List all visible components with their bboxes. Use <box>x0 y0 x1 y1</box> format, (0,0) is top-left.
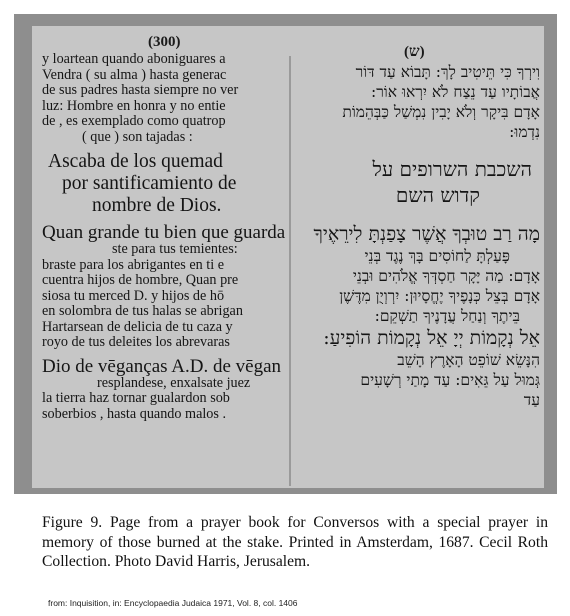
ladino-intro-line: Vendra ( su alma ) hasta generac <box>42 67 227 83</box>
hebrew-prayer-line: בֵּיתֶךָ וְנַחַל עֲדָנֶיךָ תַשְׁקֵם: <box>374 307 520 325</box>
ladino-prayer-line: Dio de vēganças A.D. de vēgan <box>42 356 282 376</box>
hebrew-intro-line: אָדָם בִּיקָר וְלֹא יָבִין נִמְשַׁל כַּבְּהֵמוֹת <box>342 103 540 121</box>
ladino-intro-line: y loartean quando aboniguares a <box>42 52 226 67</box>
page-number-right: (ש) <box>404 44 425 60</box>
hebrew-heading-line: קדוש השם <box>395 183 480 207</box>
column-divider <box>289 56 291 486</box>
hebrew-prayer-line: אֵל נְקָמוֹת יְיָ אֵל נְקָמוֹת הוֹפִיעַ: <box>323 327 540 349</box>
ladino-column <box>42 52 287 482</box>
hebrew-prayer-line: גְּמוּל עַל גֵּאִים: עַד מָתַי רְשָׁעִים <box>360 371 540 389</box>
hebrew-prayer-line: הִנָּשֵׂא שׁוֹפֵט הָאָרֶץ הָשֵׁב <box>397 351 540 369</box>
hebrew-intro-line: אֲבוֹתָיו עַד נֵצַח לֹא יִרְאוּ אוֹר: <box>370 83 540 101</box>
ladino-prayer-line: la tierra haz tornar gualardon sob <box>42 391 230 406</box>
ladino-prayer-line: soberbios , hasta quando malos . <box>42 406 227 422</box>
ladino-prayer-line: Quan grande tu bien que guarda <box>42 223 286 242</box>
ladino-prayer-line: Hartarsean de delicia de tu caza y <box>42 319 233 335</box>
source-citation: from: Inquisition, in: Encyclopaedia Judaica 1971, Vol. 8, col. 1406 <box>48 598 298 608</box>
hebrew-intro-line: וִירְךָ כִּי תֵּיטִיב לָךְ: תָּבוֹא עַד דּוֹר <box>355 63 540 81</box>
hebrew-intro-line: נִדְמוּ: <box>509 123 540 141</box>
ladino-prayer-line: siosa tu merced D. y hijos de hō <box>42 288 225 304</box>
hebrew-column <box>294 62 540 482</box>
ladino-prayer-line: resplandese, enxalsate juez <box>97 375 251 391</box>
figure-caption: Figure 9. Page from a prayer book for Conversos with a special prayer in memory of those burned at the stake. Printed in Amsterdam, 1687. Cecil Roth Collection. Photo David Harris, Jerusalem. <box>42 514 548 571</box>
ladino-intro-line: luz: Hombre en honra y no entie <box>42 98 226 114</box>
hebrew-heading-line: השכבת השרופים על <box>372 157 532 181</box>
hebrew-prayer-line: פָּעַלְתָּ לַחוֹסִים בָּךְ נֶגֶד בְּנֵי <box>364 247 510 265</box>
ladino-prayer-line: royo de tus deleites los abrevaras <box>42 335 230 350</box>
ladino-intro-line: de sus padres hasta siempre no ver <box>42 83 239 98</box>
ladino-intro-line: de , es exemplado como quatrop <box>42 114 226 129</box>
ladino-heading-line: por santificamiento de <box>62 173 237 194</box>
page-number-left: (300) <box>148 34 181 50</box>
book-page <box>32 26 544 488</box>
ladino-intro-line: ( que ) son tajadas : <box>82 129 193 145</box>
ladino-heading-line: nombre de Dios. <box>92 195 222 216</box>
ladino-prayer-line: en solombra de tus halas se abrigan <box>42 304 243 319</box>
hebrew-prayer-line: אָדָם: מַה יָּקָר חַסְדְּךָ אֱלֹהִים וּבְנֵי <box>352 267 540 285</box>
prayer-book-photo <box>14 14 557 494</box>
ladino-heading-line: Ascaba de los quemad <box>48 151 223 172</box>
hebrew-prayer-line: אָדָם בְּצֵל כְּנָפֶיךָ יֶחֱסָיוּן: יִרְוְיֻן מִדֶּשֶׁן <box>339 287 540 305</box>
ladino-prayer-line: ste para tus temientes: <box>112 242 238 257</box>
ladino-prayer-line: braste para los abrigantes en ti e <box>42 257 224 273</box>
hebrew-prayer-line: עַד <box>523 391 540 409</box>
ladino-prayer-line: cuentra hijos de hombre, Quan pre <box>42 273 239 288</box>
hebrew-prayer-line: מָה רַב טוּבְךָ אֲשֶׁר צָפַנְתָּ לִירֵאֶיךָ <box>313 223 540 245</box>
